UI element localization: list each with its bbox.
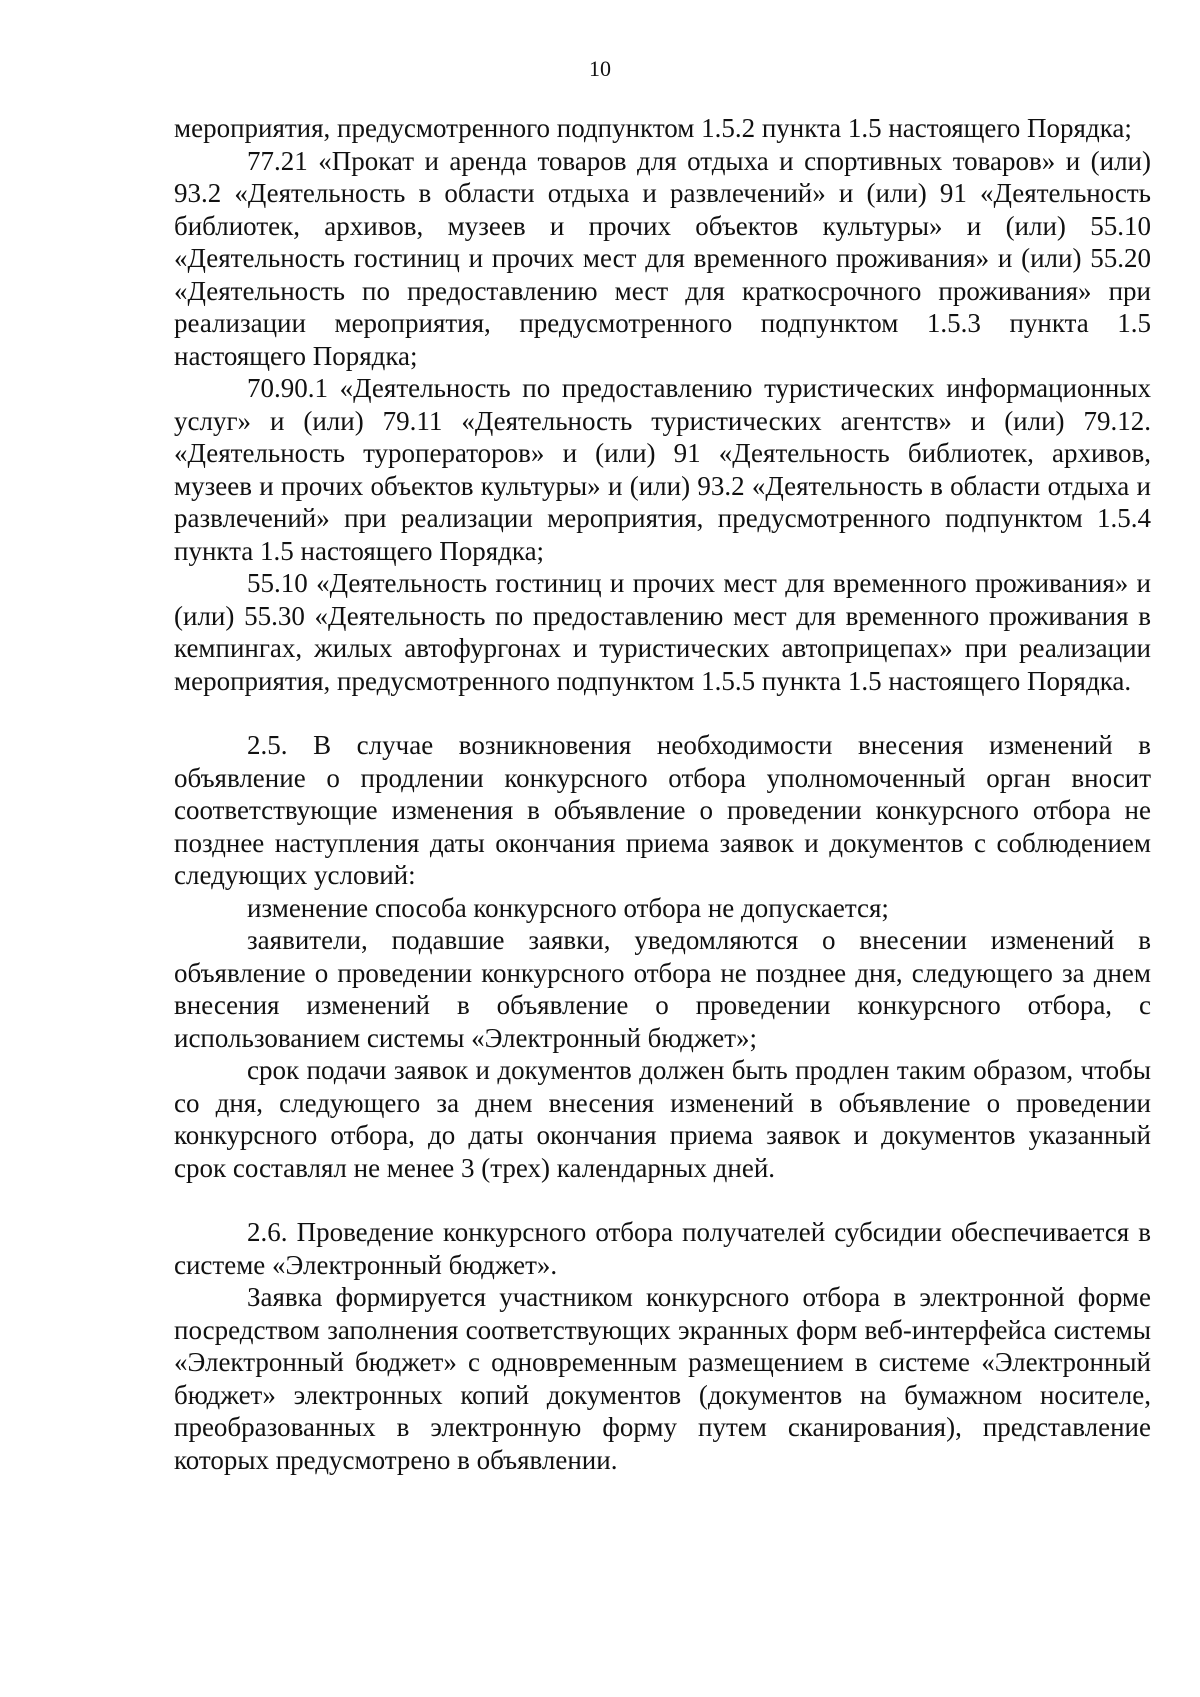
paragraph-2-6-application: Заявка формируется участником конкурсного отбора в электронной форме посредством заполнения соответствующих экранных форм веб-интерфейса системы «Электронный бюджет» с одновременным размещением в системе «Электронный бюджет» электронных копий документов (документов на бумажном носителе, преобразованных в электронную форму путем сканирования), представление которых предусмотрено в объявлении. — [174, 1282, 1151, 1475]
paragraph-2-5-condition-2: заявители, подавшие заявки, уведомляются о внесении изменений в объявление о проведении конкурсного отбора не позднее дня, следующего за днем внесения изменений в объявление о проведении конкурсного отбора, с использованием системы «Электронный бюджет»; — [174, 925, 1151, 1053]
paragraph-2-5: 2.5. В случае возникновения необходимости внесения изменений в объявление о продлении конкурсного отбора уполномоченный орган вносит соответствующие изменения в объявление о проведении конкурсного отбора не позднее наступления даты окончания приема заявок и документов с соблюдением следующих условий: — [174, 730, 1151, 890]
paragraph-okved-77-21: 77.21 «Прокат и аренда товаров для отдыха и спортивных товаров» и (или) 93.2 «Деятельность в области отдыха и развлечений» и (или) 91 «Деятельность библиотек, архивов, музеев и прочих объектов культуры» и (или) 55.10 «Деятельность гостиниц и прочих мест для временного проживания» и (или) 55.20 «Деятельность по предоставлению мест для краткосрочного проживания» при реализации мероприятия, предусмотренного подпунктом 1.5.3 пункта 1.5 настоящего Порядка; — [174, 145, 1151, 371]
paragraph-2-5-condition-3: срок подачи заявок и документов должен быть продлен таким образом, чтобы со дня, следующего за днем внесения изменений в объявление о проведении конкурсного отбора, до даты окончания приема заявок и документов указанный срок составлял не менее 3 (трех) календарных дней. — [174, 1055, 1151, 1183]
paragraph-2-5-condition-1: изменение способа конкурсного отбора не допускается; — [247, 892, 889, 923]
paragraph-2-6: 2.6. Проведение конкурсного отбора получателей субсидии обеспечивается в системе «Электронный бюджет». — [174, 1217, 1151, 1280]
document-body — [174, 112, 1151, 1476]
paragraph-okved-55-10: 55.10 «Деятельность гостиниц и прочих мест для временного проживания» и (или) 55.30 «Деятельность по предоставлению мест для временного проживания в кемпингах, жилых автофургонах и туристических автоприцепах» при реализации мероприятия, предусмотренного подпунктом 1.5.5 пункта 1.5 настоящего Порядка. — [174, 568, 1151, 696]
page-number: 10 — [589, 56, 611, 81]
paragraph-okved-70-90-1: 70.90.1 «Деятельность по предоставлению туристических информационных услуг» и (или) 79.11 «Деятельность туристических агентств» и (или) 79.12. «Деятельность туроператоров» и (или) 91 «Деятельность библиотек, архивов, музеев и прочих объектов культуры» и (или) 93.2 «Деятельность в области отдыха и развлечений» при реализации мероприятия, предусмотренного подпунктом 1.5.4 пункта 1.5 настоящего Порядка; — [174, 373, 1151, 566]
paragraph-continuation: мероприятия, предусмотренного подпунктом 1.5.2 пункта 1.5 настоящего Порядка; — [174, 113, 1132, 143]
